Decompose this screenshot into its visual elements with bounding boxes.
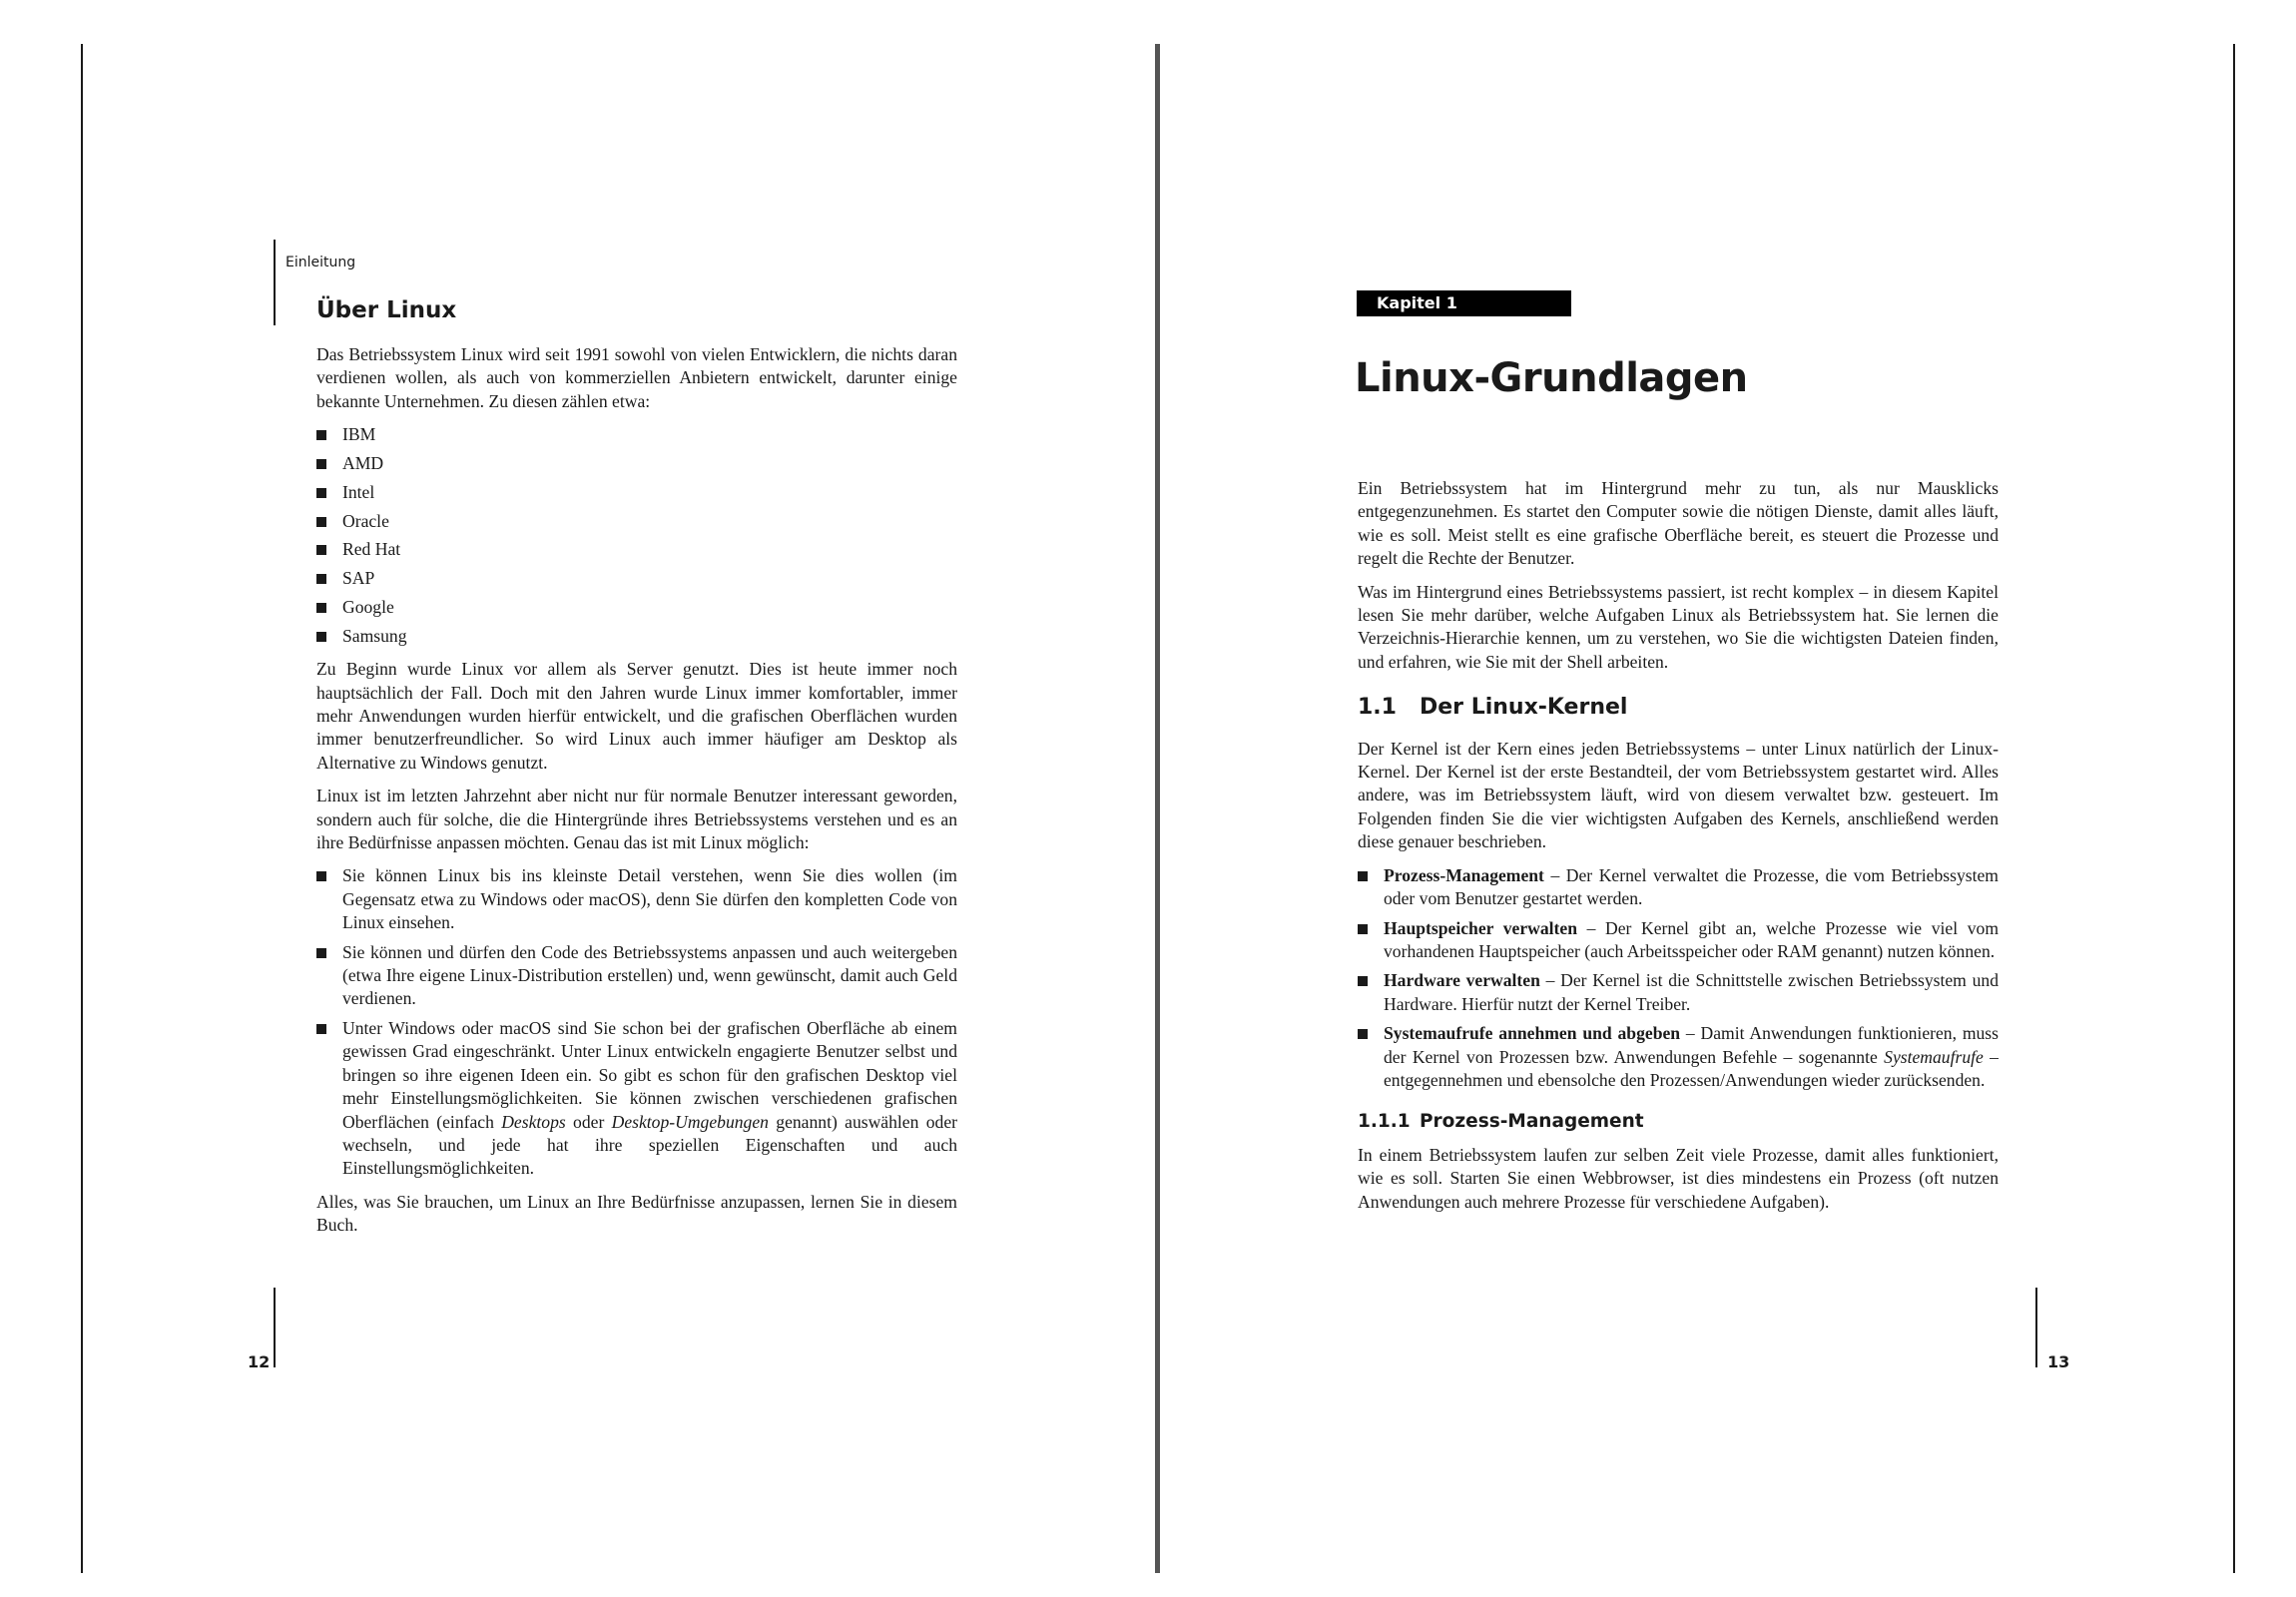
list-item-text: genannt) auswählen oder wechseln, und jede hat ihre speziellen Eigenschaften und auch Einstellungsmöglichkeiten. bbox=[342, 1111, 957, 1179]
list-item-label: Oracle bbox=[342, 510, 389, 531]
bullet-icon bbox=[1358, 1029, 1368, 1039]
closing-paragraph: Alles, was Sie brauchen, um Linux an Ihre Bedürfnisse anzupassen, lernen Sie in diesem Buch. bbox=[316, 1191, 957, 1236]
bullet-icon bbox=[316, 632, 326, 642]
list-item bbox=[1358, 1022, 1999, 1092]
list-item-label: Red Hat bbox=[342, 539, 401, 560]
bullet-icon bbox=[316, 948, 326, 958]
bullet-icon bbox=[316, 459, 326, 469]
right-page-edge bbox=[2233, 44, 2235, 1573]
list-item-label: Intel bbox=[342, 481, 375, 502]
list-item bbox=[316, 941, 957, 1011]
page-number: 12 bbox=[248, 1352, 271, 1371]
book-spine bbox=[1155, 44, 1160, 1573]
bullet-icon bbox=[1358, 924, 1368, 934]
paragraph: Zu Beginn wurde Linux vor allem als Server genutzt. Dies ist heute immer noch hauptsächlich der Fall. Doch mit den Jahren wurde Linux immer komfortabler, immer mehr Anwendungen wurden hierfür entwickelt, und die grafischen Oberflächen wurden immer benutzerfreundlicher. So wird Linux auch immer häufiger am Desktop als Alternative zu Windows genutzt. bbox=[316, 659, 957, 773]
bullet-icon bbox=[316, 871, 326, 881]
list-item bbox=[316, 567, 957, 590]
paragraph: In einem Betriebssystem laufen zur selben Zeit viele Prozesse, damit alles funktioniert, wie es soll. Starten Sie einen Webbrowser, ist dies mindestens ein Prozess (oft nutzen Anwendungen auch mehrere Prozesse für verschiedene Aufgaben). bbox=[1358, 1144, 1999, 1212]
list-item bbox=[1358, 864, 1999, 911]
list-item bbox=[316, 625, 957, 648]
list-item-text: Sie können Linux bis ins kleinste Detail verstehen, wenn Sie dies wollen (im Gegensatz etwa zu Windows oder macOS), denn Sie dürfen den kompletten Code von Linux einsehen. bbox=[342, 865, 957, 933]
list-item-label: Google bbox=[342, 597, 394, 617]
footer-rule bbox=[274, 1288, 276, 1367]
list-item-text: Unter Windows oder macOS sind Sie schon bei der grafischen Oberfläche ab einem gewissen Grad eingeschränkt. Unter Linux entwickeln engagierte Benutzer selbst und bringen so ihre eigenen Ideen ein. So gibt es schon für den grafischen Desktop viel mehr Einstellungsmöglichkeiten. Sie können zwischen verschiedenen grafischen Oberflächen (einfach bbox=[342, 1017, 957, 1132]
right-page-content bbox=[1358, 477, 1999, 1224]
bullet-icon bbox=[1358, 871, 1368, 881]
paragraph: Der Kernel ist der Kern eines jeden Betriebssystems – unter Linux natürlich der Linux-Kernel. Der Kernel ist der erste Bestandteil, der vom Betriebssystem gestartet wird. Alles andere, was im Betriebssystem läuft, wird von diesem verwaltet bzw. gesteuert. Im Folgenden finden Sie die vier wichtigsten Aufgaben des Kernels, anschließend werden diese genauer beschrieben. bbox=[1358, 738, 1999, 852]
bullet-icon bbox=[316, 603, 326, 613]
list-item-text: – Damit Anwendungen funktionieren, muss der Kernel von Prozessen bzw. Anwendungen Befehle – sogenannte bbox=[1384, 1023, 1999, 1067]
list-item-label: Samsung bbox=[342, 625, 407, 646]
intro-paragraph: Ein Betriebssystem hat im Hintergrund mehr zu tun, als nur Mausklicks entgegenzunehmen. Es startet den Computer sowie die nötigen Dienste, damit alles läuft, wie es soll. Meist stellt es eine grafische Oberfläche bereit, es steuert die Prozesse und regelt die Rechte der Benutzer. bbox=[1358, 478, 1999, 569]
company-list bbox=[316, 423, 957, 648]
bullet-icon bbox=[316, 545, 326, 555]
emphasis: Desktop-Umgebungen bbox=[611, 1111, 769, 1132]
benefits-list bbox=[316, 864, 957, 1180]
paragraph: Linux ist im letzten Jahrzehnt aber nicht nur für normale Benutzer interessant geworden, sondern auch für solche, die die Hintergründe ihres Betriebssystems verstehen und es an ihre Bedürfnisse anpassen möchten. Genau das ist mit Linux möglich: bbox=[316, 786, 957, 853]
bullet-icon bbox=[316, 517, 326, 527]
kernel-tasks-list bbox=[1358, 864, 1999, 1093]
chapter-label bbox=[1357, 290, 1571, 316]
section-number: 1.1 bbox=[1358, 695, 1397, 721]
list-item-text: – Der Kernel ist die Schnittstelle zwischen Betriebssystem und Hardware. Hierfür nutzt der Kernel Treiber. bbox=[1384, 970, 1999, 1014]
list-item bbox=[316, 864, 957, 934]
term: Systemaufrufe annehmen und abgeben bbox=[1384, 1023, 1681, 1044]
term: Prozess-Management bbox=[1384, 864, 1544, 885]
bullet-icon bbox=[316, 1024, 326, 1034]
list-item bbox=[1358, 917, 1999, 964]
bullet-icon bbox=[316, 488, 326, 498]
list-item bbox=[316, 538, 957, 561]
list-item-text: – entgegennehmen und ebensolche den Prozessen/Anwendungen wieder zurücksenden. bbox=[1384, 1046, 1999, 1090]
emphasis: Desktops bbox=[501, 1111, 566, 1132]
list-item-text: – Der Kernel gibt an, welche Prozesse wie viel vom vorhandenen Hauptspeicher (auch Arbeitsspeicher oder RAM genannt) nutzen können. bbox=[1384, 917, 1999, 961]
bullet-icon bbox=[1358, 976, 1368, 986]
section-title: Der Linux-Kernel bbox=[1420, 695, 1628, 721]
running-header-rule bbox=[274, 240, 276, 325]
list-item bbox=[316, 423, 957, 446]
list-item bbox=[316, 510, 957, 533]
left-page-content bbox=[316, 295, 957, 1248]
term: Hardware verwalten bbox=[1384, 970, 1540, 991]
chapter-title: Linux-Grundlagen bbox=[1355, 355, 1748, 401]
list-item bbox=[316, 596, 957, 619]
list-item-text: oder bbox=[565, 1111, 612, 1132]
list-item bbox=[316, 481, 957, 504]
subsection-heading bbox=[1358, 1110, 1999, 1133]
section-title: Über Linux bbox=[316, 297, 457, 323]
emphasis: Systemaufrufe bbox=[1884, 1046, 1984, 1067]
list-item bbox=[1358, 969, 1999, 1016]
list-item-text: – Der Kernel verwaltet die Prozesse, die vom Betriebssystem oder vom Benutzer gestartet werden. bbox=[1384, 864, 1999, 909]
subsection-number: 1.1.1 bbox=[1358, 1111, 1411, 1133]
list-item-label: SAP bbox=[342, 568, 375, 589]
term: Hauptspeicher verwalten bbox=[1384, 917, 1578, 938]
footer-rule bbox=[2035, 1288, 2037, 1367]
list-item-text: Sie können und dürfen den Code des Betriebssystems anpassen und auch weitergeben (etwa Ihre eigene Linux-Distribution erstellen) und, wenn gewünscht, damit auch Geld verdienen. bbox=[342, 941, 957, 1009]
chapter-label-text: Kapitel 1 bbox=[1377, 293, 1457, 312]
intro-paragraph: Das Betriebssystem Linux wird seit 1991 sowohl von vielen Entwicklern, die nichts daran verdienen wollen, als auch von kommerziellen Anbietern entwickelt, darunter einige bekannte Unternehmen. Zu diesen zählen etwa: bbox=[316, 344, 957, 411]
intro-paragraph: Was im Hintergrund eines Betriebssystems passiert, ist recht komplex – in diesem Kapitel lesen Sie mehr darüber, welche Aufgaben Linux als Betriebssystem hat. Sie lernen die Verzeichnis-Hierarchie kennen, um zu verstehen, wo Sie die wichtigsten Dateien finden, und erfahren, wie Sie mit der Shell arbeiten. bbox=[1358, 581, 1999, 672]
page-number: 13 bbox=[2047, 1352, 2070, 1371]
bullet-icon bbox=[316, 574, 326, 584]
running-header: Einleitung bbox=[286, 255, 356, 270]
left-page-edge bbox=[81, 44, 83, 1573]
section-heading bbox=[1358, 696, 1999, 719]
subsection-title: Prozess-Management bbox=[1420, 1111, 1644, 1133]
list-item bbox=[316, 1017, 957, 1181]
list-item-label: AMD bbox=[342, 453, 384, 474]
list-item-label: IBM bbox=[342, 424, 376, 445]
list-item bbox=[316, 452, 957, 475]
bullet-icon bbox=[316, 430, 326, 440]
